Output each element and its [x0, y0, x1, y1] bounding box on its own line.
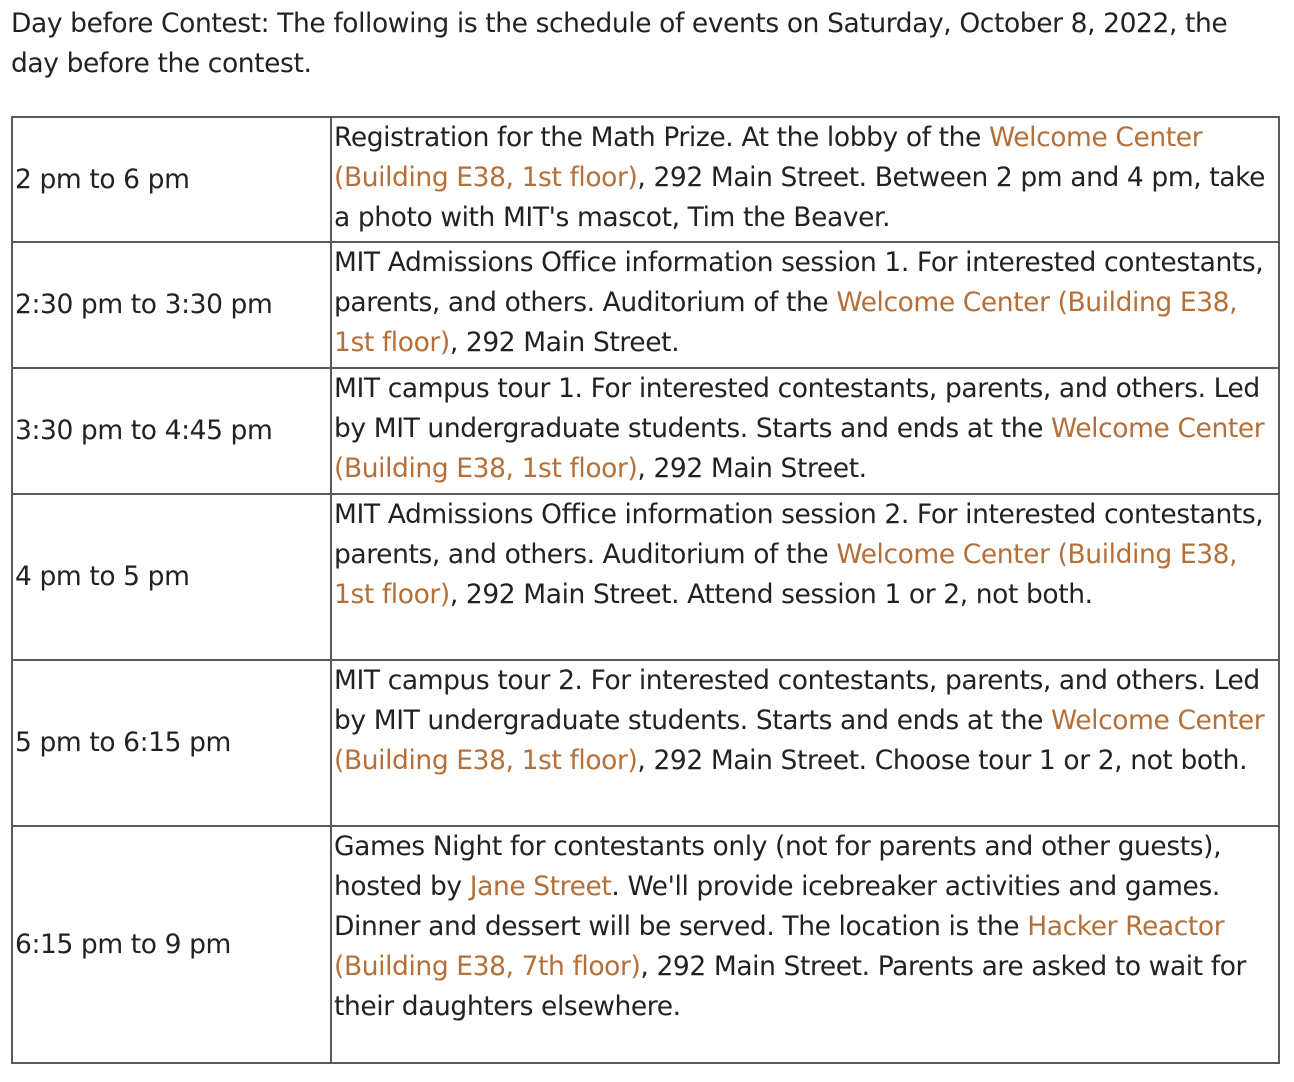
description-text: MIT Admissions Office information session 1. For interested contestants, parents, and others. Auditorium of the — [334, 247, 1264, 318]
schedule-row — [12, 826, 1279, 1063]
location-link[interactable]: Welcome Center (Building E38, 1st floor) — [334, 705, 1265, 776]
schedule-row — [12, 117, 1279, 242]
schedule-description-cell — [331, 117, 1279, 242]
description-text: MIT campus tour 2. For interested contestants, parents, and others. Led by MIT undergraduate students. Starts and ends at the — [334, 665, 1260, 736]
schedule-row — [12, 660, 1279, 826]
schedule-description-cell — [331, 826, 1279, 1063]
schedule-time-cell: 4 pm to 5 pm — [12, 494, 331, 660]
description-text: Games Night for contestants only (not for parents and other guests), hosted by — [334, 831, 1222, 902]
schedule-row — [12, 368, 1279, 494]
schedule-table-body — [12, 117, 1279, 1063]
schedule-time-cell: 5 pm to 6:15 pm — [12, 660, 331, 826]
description-text: . We'll provide icebreaker activities and games. Dinner and dessert will be served. The location is the — [334, 871, 1220, 942]
schedule-description-cell — [331, 660, 1279, 826]
schedule-time-cell: 2:30 pm to 3:30 pm — [12, 242, 331, 368]
schedule-row — [12, 494, 1279, 660]
schedule-description-cell — [331, 494, 1279, 660]
description-text: Registration for the Math Prize. At the lobby of the — [334, 122, 989, 153]
description-text: MIT campus tour 1. For interested contestants, parents, and others. Led by MIT undergraduate students. Starts and ends at the — [334, 373, 1260, 444]
description-text: , 292 Main Street. — [637, 453, 867, 484]
schedule-time-cell: 6:15 pm to 9 pm — [12, 826, 331, 1063]
description-text: , 292 Main Street. — [449, 327, 680, 358]
description-text: MIT Admissions Office information session 2. For interested contestants, parents, and others. Auditorium of the — [334, 499, 1264, 570]
description-text: , 292 Main Street. Parents are asked to wait for their daughters elsewhere. — [334, 951, 1247, 1022]
schedule-time-cell: 2 pm to 6 pm — [12, 117, 331, 242]
description-text: , 292 Main Street. Between 2 pm and 4 pm, take a photo with MIT's mascot, Tim the Beaver. — [334, 162, 1266, 233]
schedule-description-cell — [331, 368, 1279, 494]
location-link[interactable]: Hacker Reactor (Building E38, 7th floor) — [334, 911, 1225, 982]
location-link[interactable]: Welcome Center (Building E38, 1st floor) — [334, 287, 1238, 358]
schedule-time-cell: 3:30 pm to 4:45 pm — [12, 368, 331, 494]
intro-text: Day before Contest: The following is the schedule of events on Saturday, October 8, 2022, the day before the contest. — [11, 8, 1228, 79]
description-text: , 292 Main Street. Choose tour 1 or 2, not both. — [637, 745, 1248, 776]
schedule-row — [12, 242, 1279, 368]
schedule-table — [11, 116, 1280, 1064]
location-link[interactable]: Jane Street — [469, 871, 612, 902]
schedule-description-cell — [331, 242, 1279, 368]
location-link[interactable]: Welcome Center (Building E38, 1st floor) — [334, 413, 1265, 484]
location-link[interactable]: Welcome Center (Building E38, 1st floor) — [334, 539, 1238, 610]
location-link[interactable]: Welcome Center (Building E38, 1st floor) — [334, 122, 1203, 193]
description-text: , 292 Main Street. Attend session 1 or 2, not both. — [449, 579, 1093, 610]
